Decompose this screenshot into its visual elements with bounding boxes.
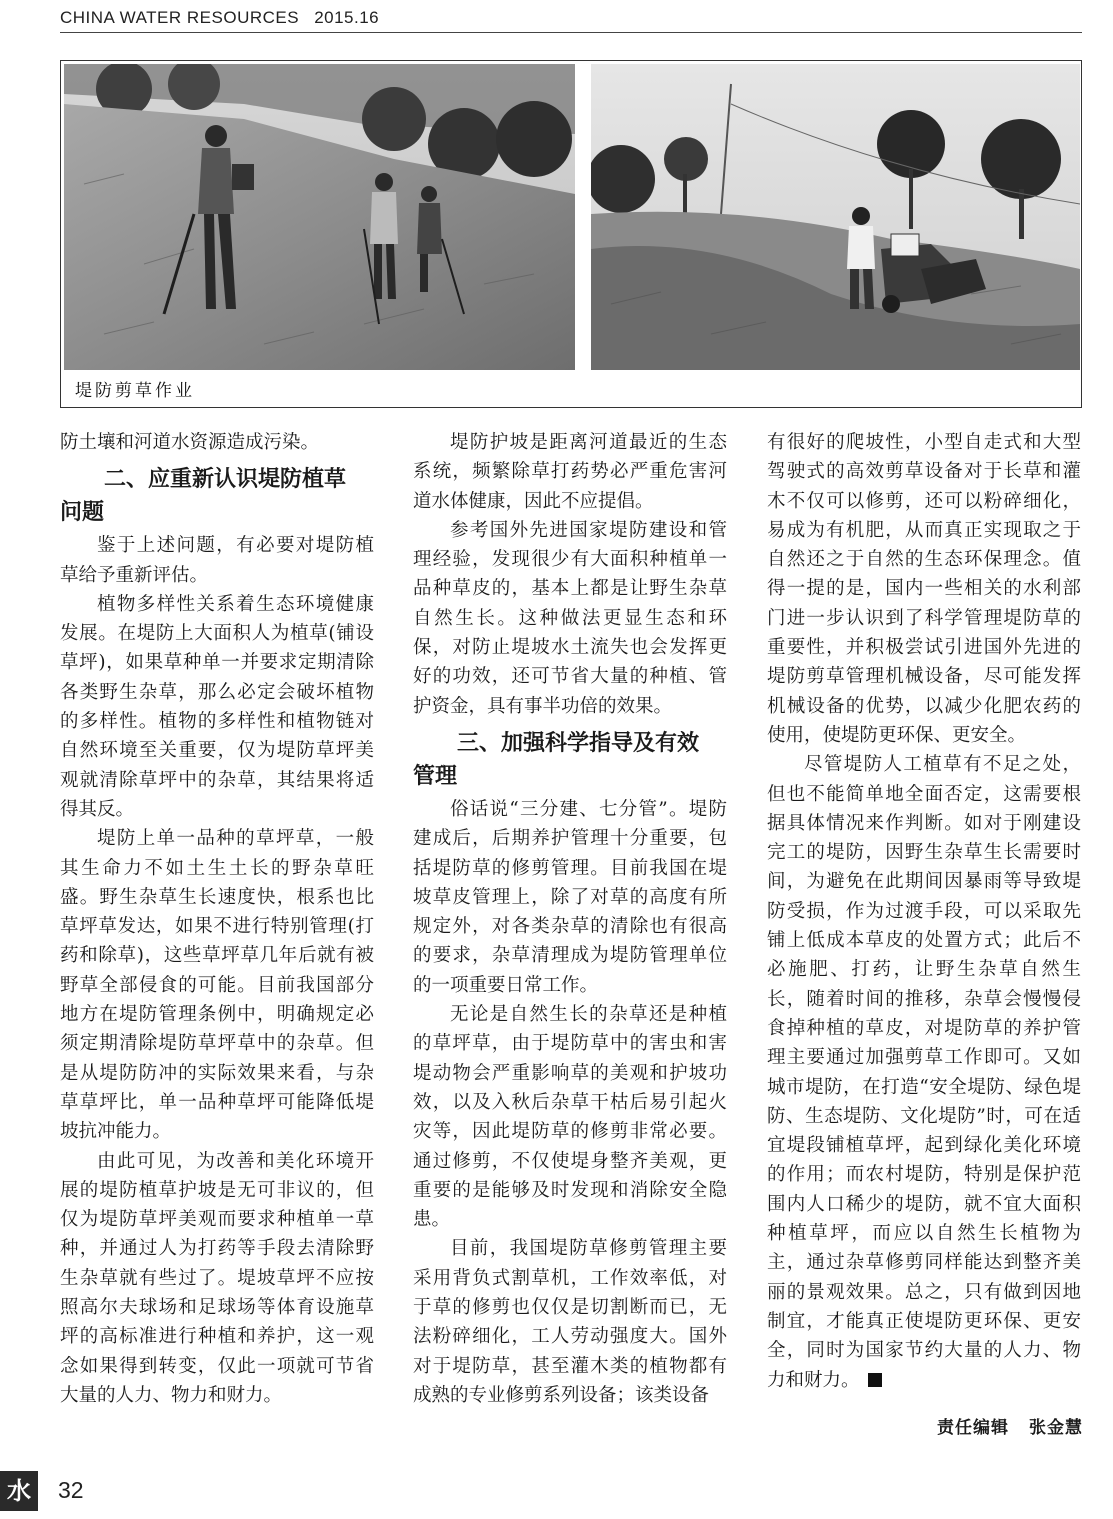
section-heading-2-line1: 二、应重新认识堤防植草 <box>104 467 347 493</box>
column-1 <box>60 428 374 1410</box>
section-heading-3 <box>413 727 727 793</box>
paragraph: 鉴于上述问题，有必要对堤防植草给予重新评估。 <box>60 535 374 586</box>
editor-label: 责任编辑 <box>937 1418 1009 1438</box>
paragraph: 有很好的爬坡性，小型自走式和大型驾驶式的高效剪草设备对于长草和灌木不仅可以修剪，还可以粉碎细化，易成为有机肥，从而真正实现取之于自然还之于自然的生态环保理念。值得一提的是，国内一些相关的水利部门进一步认识到了科学管理堤防草的重要性，并积极尝试引进国外先进的堤防剪草管理机械设备，尽可能发挥机械设备的优势，以减少化肥农药的使用，使堤防更环保、更安全。 <box>767 432 1081 746</box>
journal-name: CHINA WATER RESOURCES <box>60 8 300 27</box>
responsible-editor <box>937 1413 1083 1438</box>
figure-caption: 堤防剪草作业 <box>75 381 195 401</box>
section-heading-3-line2: 管理 <box>413 763 458 789</box>
end-of-article-mark <box>868 1373 882 1387</box>
paragraph: 无论是自然生长的杂草还是种植的草坪草，由于堤防草中的害虫和害堤动物会严重影响草的美观和护坡功效，以及入秋后杂草干枯后易引起火灾等，因此堤防草的修剪非常必要。通过修剪，不仅使堤身整齐美观，更重要的是能够及时发现和消除安全隐患。 <box>413 1004 727 1231</box>
photo-mowing-machine <box>591 64 1080 370</box>
paragraph: 植物多样性关系着生态环境健康发展。在堤防上大面积人为植草(铺设草坪)，如果草种单一并要求定期清除各类野生杂草，那么必定会破坏植物的多样性。植物的多样性和植物链对自然环境至关重要，仅为堤防草坪美观就清除草坪中的杂草，其结果将适得其反。 <box>60 593 374 820</box>
paragraph: 堤防护坡是距离河道最近的生态系统，频繁除草打药势必严重危害河道水体健康，因此不应提倡。 <box>413 432 727 512</box>
final-paragraph-text: 尽管堤防人工植草有不足之处，但也不能简单地全面否定，这需要根据具体情况来作判断。如对于刚建设完工的堤防，因野生杂草生长需要时间，为避免在此期间因暴雨等导致堤防受损，作为过渡手段，可以采取先铺上低成本草皮的处置方式；此后不必施肥、打药，让野生杂草自然生长，随着时间的推移，杂草会慢慢侵食掉种植的草皮，对堤防草的养护管理主要通过加强剪草工作即可。又如城市堤防，在打造“安全堤防、绿色堤防、生态堤防、文化堤防”时，可在适宜堤段铺植草坪，起到绿化美化环境的作用；而农村堤防，特别是保护范围内人口稀少的堤防，就不宜大面积种植草坪，而应以自然生长植物为主，通过杂草修剪同样能达到整齐美丽的景观效果。总之，只有做到因地制宜，才能真正使堤防更环保、更安全，同时为国家节约大量的人力、物力和财力。 <box>767 754 1081 1391</box>
figure <box>60 60 1082 408</box>
paragraph: 目前，我国堤防草修剪管理主要采用背负式割草机，工作效率低，对于草的修剪也仅仅是切割断而已，无法粉碎细化，工人劳动强度大。国外对于堤防草，甚至灌木类的植物都有成熟的专业修剪系列设备；该类设备 <box>413 1238 727 1406</box>
water-logo-icon: 水 <box>0 1471 38 1511</box>
photo-workers-trimming-grass <box>64 64 575 370</box>
page-number: 32 <box>58 1477 84 1503</box>
issue-number: 2015.16 <box>314 8 380 27</box>
column-2 <box>413 428 727 1410</box>
paragraph-final <box>767 750 1081 1395</box>
paragraph: 堤防上单一品种的草坪草，一般其生命力不如土生土长的野杂草旺盛。野生杂草生长速度快，根系也比草坪草发达，如果不进行特别管理(打药和除草)，这些草坪草几年后就有被野草全部侵食的可能。目前我国部分地方在堤防管理条例中，明确规定必须定期清除堤防草坪草中的杂草。但是从堤防防冲的实际效果来看，与杂草草坪比，单一品种草坪可能降低堤坡抗冲能力。 <box>60 828 374 1143</box>
column-3 <box>767 428 1081 1395</box>
section-heading-3-line1: 三、加强科学指导及有效 <box>457 730 700 756</box>
section-heading-2 <box>60 463 374 529</box>
running-header <box>60 8 1082 33</box>
paragraph: 由此可见，为改善和美化环境开展的堤防植草护坡是无可非议的，但仅为堤防草坪美观而要求种植单一草种，并通过人为打药等手段去清除野生杂草就有些过了。堤坡草坪不应按照高尔夫球场和足球场等体育设施草坪的高标准进行种植和养护，这一观念如果得到转变，仅此一项就可节省大量的人力、物力和财力。 <box>60 1150 374 1406</box>
paragraph: 俗话说“三分建、七分管”。堤防建成后，后期养护管理十分重要，包括堤防草的修剪管理。目前我国在堤坡草皮管理上，除了对草的高度有所规定外，对各类杂草的清除也有很高的要求，杂草清理成为堤防管理单位的一项重要日常工作。 <box>413 798 727 996</box>
paragraph: 参考国外先进国家堤防建设和管理经验，发现很少有大面积种植单一品种草皮的，基本上都是让野生杂草自然生长。这种做法更显生态和环保，对防止堤坡水土流失也会发挥更好的功效，还可节省大量的种植、管护资金，具有事半功倍的效果。 <box>413 519 727 717</box>
editor-name: 张金慧 <box>1029 1418 1083 1438</box>
section-heading-2-line2: 问题 <box>60 500 105 526</box>
paragraph: 防土壤和河道水资源造成污染。 <box>60 432 320 453</box>
